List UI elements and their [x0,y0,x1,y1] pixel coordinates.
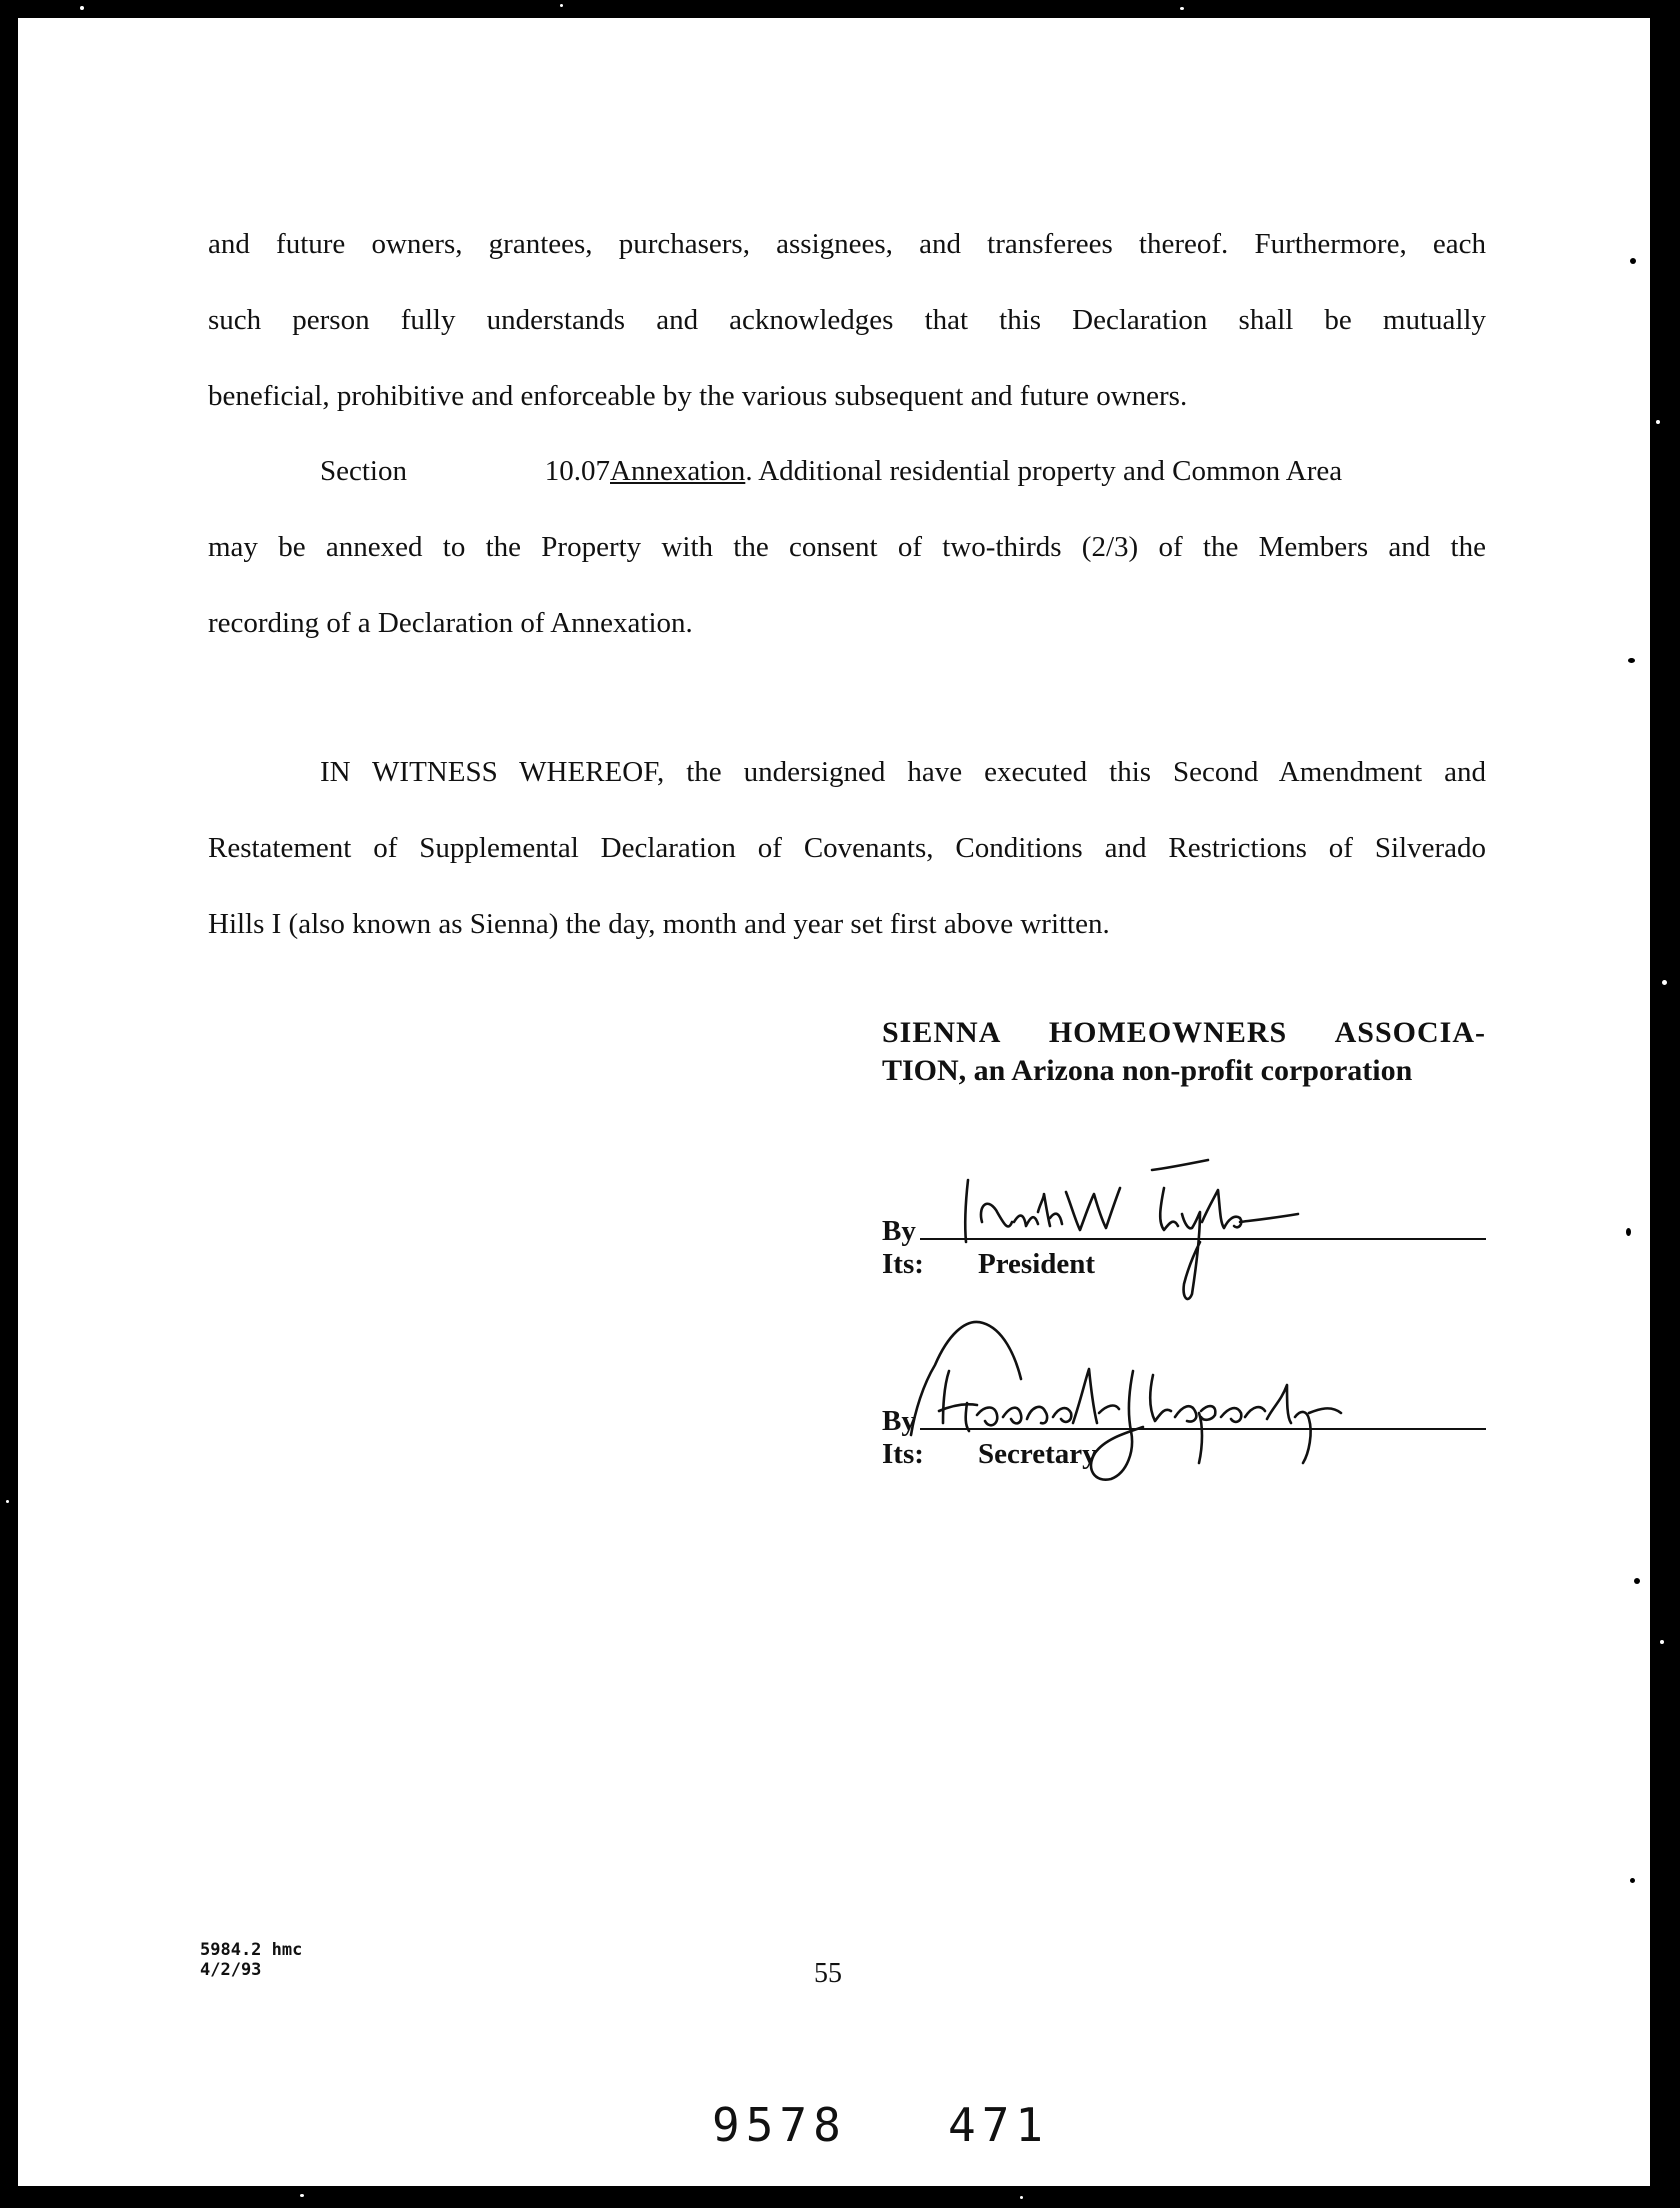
scan-speck [6,1500,9,1503]
scan-speck [1626,1228,1631,1236]
scan-speck [1630,1878,1635,1883]
president-signature [938,1138,1338,1298]
scan-speck [1630,258,1636,264]
signer-title: Secretary [978,1438,1097,1470]
document-page [18,18,1650,2186]
its-label: Its: [882,1438,924,1470]
section-number: Section 10.07 [320,455,610,487]
text-line: may be annexed to the Property with the consent of two-thirds (2/3) of the Members and the [208,531,1486,563]
text-line: such person fully understands and acknowledges that this Declaration shall be mutually [208,304,1486,336]
organization-line: SIENNA HOMEOWNERS ASSOCIA- [882,1016,1486,1049]
scan-speck [1660,1640,1664,1644]
file-code: 5984.2 hmc [200,1940,303,1960]
text-line: IN WITNESS WHEREOF, the undersigned have executed this Second Amendment and [320,756,1486,788]
page-number: 55 [814,1958,842,1989]
scan-speck [1180,7,1184,10]
organization-line: TION, an Arizona non-profit corporation [882,1054,1413,1087]
secretary-signature [903,1293,1463,1493]
scan-speck [1656,420,1660,424]
paragraph-witness [208,734,1486,962]
section-text: . Additional residential property and Common Area [745,455,1343,487]
text-line: beneficial, prohibitive and enforceable by the various subsequent and future owners. [208,380,1188,412]
scan-speck [300,2194,304,2197]
its-label: Its: [882,1248,924,1280]
section-heading-line [208,433,1486,509]
scan-speck [560,4,563,7]
scan-speck [1634,1578,1640,1584]
organization-name [882,1014,1486,1090]
file-reference [200,1940,302,1980]
section-title: Annexation [610,455,746,487]
scan-speck [1662,980,1667,985]
by-label: By [882,1405,916,1437]
scan-speck [1020,2196,1023,2199]
text-line: Hills I (also known as Sienna) the day, month and year set first above written. [208,908,1110,940]
file-date: 4/2/93 [200,1960,262,1980]
section-annexation [208,433,1486,661]
signer-title: President [978,1248,1096,1280]
recording-stamp-book: 9578 [712,2098,847,2152]
text-line: recording of a Declaration of Annexation. [208,607,693,639]
scan-speck [1628,658,1635,663]
recording-stamp-page: 471 [948,2098,1050,2152]
text-line: and future owners, grantees, purchasers, assignees, and transferees thereof. Furthermore, each [208,228,1486,260]
text-line: Restatement of Supplemental Declaration of Covenants, Conditions and Restrictions of Silverado [208,832,1486,864]
by-label: By [882,1215,916,1247]
scan-speck [80,6,84,10]
paragraph-owners [208,206,1486,434]
